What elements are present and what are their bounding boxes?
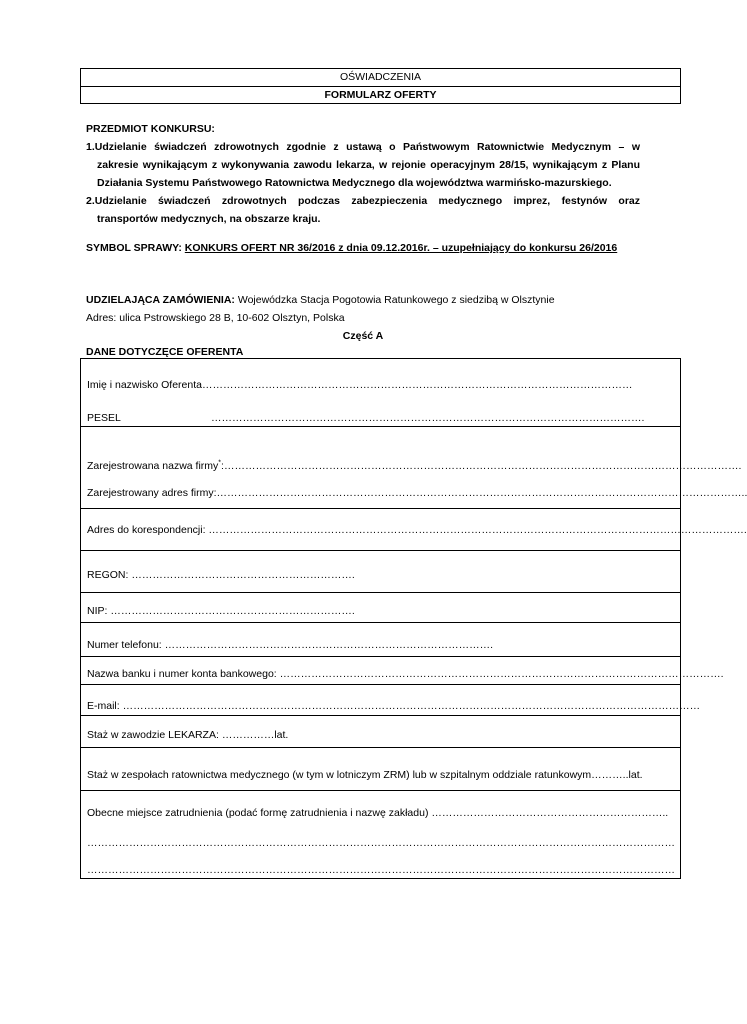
row-nip — [81, 593, 680, 623]
name-label: Imię i nazwisko Oferenta — [87, 379, 202, 391]
row-email — [81, 685, 701, 716]
subject-item1-line1: 1.Udzielanie świadczeń zdrowotnych zgodnie z ustawą o Państwowym Ratownictwie Medycznym – w — [86, 141, 640, 153]
rescue-experience-label: Staż w zespołach ratownictwa medycznego (w tym w lotniczym ZRM) lub w szpitalnym oddziale ratunkowym — [87, 769, 592, 781]
email-dots: ………………………………………………………………………………………………………………………………………………… — [122, 700, 701, 712]
nip-dots: ……………………………………………………………. — [110, 605, 355, 617]
doctor-experience-suffix: lat. — [274, 729, 289, 741]
row-phone — [81, 623, 680, 657]
correspondence-label: Adres do korespondencji: — [87, 524, 209, 536]
pesel-field[interactable] — [87, 411, 644, 425]
rescue-experience-suffix: lat. — [628, 769, 643, 781]
company-name-label: Zarejestrowana nazwa firmy — [87, 460, 219, 472]
header-subtitle: FORMULARZ OFERTY — [324, 89, 437, 101]
doctor-experience-label: Staż w zawodzie LEKARZA: — [87, 729, 222, 741]
case-symbol — [86, 239, 686, 257]
phone-dots: …………………………………………………………………………………. — [164, 639, 494, 651]
part-title: Część A — [342, 330, 384, 342]
nip-label: NIP: — [87, 605, 111, 617]
offeror-data-form — [80, 358, 747, 879]
contracting-address: Adres: ulica Pstrowskiego 28 B, 10-602 Olsztyn, Polska — [86, 312, 345, 324]
correspondence-field[interactable] — [87, 523, 747, 537]
subject-item2-line2: transportów medycznych, na obszarze kraju. — [97, 213, 321, 225]
regon-label: REGON: — [87, 569, 132, 581]
subject-heading: PRZEDMIOT KONKURSU: — [86, 123, 215, 135]
row-rescue-experience — [81, 748, 680, 791]
email-field[interactable] — [87, 699, 701, 713]
correspondence-dots: ………………………………………………………………………………………………………………………………………. — [208, 524, 747, 536]
row-company — [81, 427, 747, 509]
doctor-experience-dots: …………… — [221, 729, 275, 741]
phone-field[interactable] — [87, 638, 493, 652]
phone-label: Numer telefonu: — [87, 639, 165, 651]
employment-label: Obecne miejsce zatrudnienia (podać formę zatrudnienia i nazwę zakładu) — [87, 807, 432, 819]
subject-item2-line1: 2.Udzielanie świadczeń zdrowotnych podczas zabezpieczenia medycznego imprez, festynów oraz — [86, 195, 640, 207]
section-heading: DANE DOTYCZĘCE OFERENTA — [86, 346, 244, 358]
bank-label: Nazwa banku i numer konta bankowego: — [87, 668, 280, 680]
employment-line-2[interactable]: …………………………………………………………………………………………………………………………………………………… — [87, 837, 675, 849]
company-address-dots: …………………………………………………………………………………………………………………………………….. — [216, 487, 747, 499]
row-regon — [81, 551, 680, 593]
contracting-label: UDZIELAJĄCA ZAMÓWIENIA: — [86, 294, 235, 306]
regon-dots: ………………………………………………………. — [131, 569, 355, 581]
rescue-experience-dots: ……….. — [591, 769, 629, 781]
subject-section — [86, 120, 640, 228]
contracting-section — [86, 291, 686, 327]
name-dots: …………………………………………………………………………………………………………… — [201, 379, 633, 391]
bank-field[interactable] — [87, 667, 724, 681]
company-address-field[interactable] — [87, 486, 747, 500]
rescue-experience-field[interactable] — [87, 768, 643, 782]
bank-dots: ………………………………………………………………………………………………………………. — [279, 668, 724, 680]
row-personal — [81, 359, 680, 427]
email-label: E-mail: — [87, 700, 123, 712]
row-employment — [81, 791, 680, 878]
header-box — [80, 68, 681, 104]
nip-field[interactable] — [87, 604, 355, 618]
pesel-label: PESEL — [87, 412, 121, 424]
employment-line-3[interactable]: …………………………………………………………………………………………………………………………………………………… — [87, 864, 675, 876]
pesel-dots: ……………………………………………………………………………………………………………. — [211, 412, 645, 424]
name-field[interactable] — [87, 378, 632, 392]
row-bank — [81, 657, 724, 685]
company-name-field[interactable] — [87, 459, 742, 473]
case-symbol-value: KONKURS OFERT NR 36/2016 z dnia 09.12.2016r. – uzupełniający do konkursu 26/2016 — [184, 242, 618, 254]
employment-field[interactable] — [87, 806, 668, 820]
case-symbol-label: SYMBOL SPRAWY: — [86, 242, 185, 254]
row-correspondence — [81, 509, 747, 551]
company-name-dots: :…………………………………………………………………………………………………………………………………. — [221, 460, 742, 472]
doctor-experience-field[interactable] — [87, 728, 288, 742]
row-doctor-experience — [81, 716, 680, 748]
footnote-mark: * — [218, 459, 222, 467]
contracting-name: Wojewódzka Stacja Pogotowia Ratunkowego z siedzibą w Olsztynie — [234, 294, 555, 306]
company-address-label: Zarejestrowany adres firmy: — [87, 487, 217, 499]
subject-item1-line3: Działania Systemu Państwowego Ratownictwa Medycznego dla województwa warmińsko-mazurskiego. — [97, 177, 612, 189]
regon-field[interactable] — [87, 568, 355, 582]
employment-dots: ………………………………………………………….. — [431, 807, 669, 819]
header-title: OŚWIADCZENIA — [81, 69, 680, 87]
subject-item1-line2: zakresie wynikającym z wykonywania zawodu lekarza, w rejonie operacyjnym 28/15, wynikającym z Planu — [97, 159, 640, 171]
